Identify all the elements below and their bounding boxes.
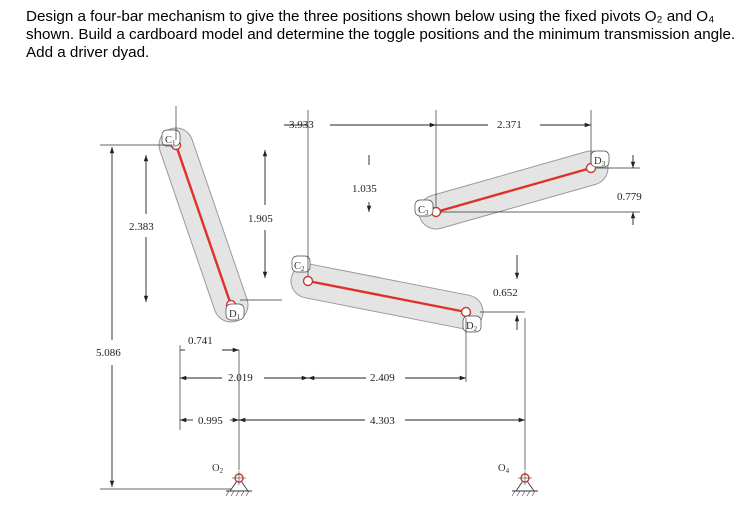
dim-4303: 4.303 bbox=[370, 415, 395, 427]
svg-text:C1: C1 bbox=[165, 135, 176, 147]
dim-0652: 0.652 bbox=[493, 287, 518, 299]
svg-text:C2: C2 bbox=[294, 261, 305, 273]
svg-text:O2: O2 bbox=[212, 463, 224, 475]
dim-2383: 2.383 bbox=[129, 221, 154, 233]
dim-1905: 1.905 bbox=[248, 213, 273, 225]
pin-d2 bbox=[462, 308, 471, 317]
coupler-line-1 bbox=[176, 145, 231, 305]
ground-pivot-o4 bbox=[498, 463, 538, 496]
tag-d1 bbox=[226, 304, 244, 321]
dim-1035: 1.035 bbox=[352, 183, 377, 195]
link-position-2 bbox=[308, 281, 466, 312]
pin-c2 bbox=[304, 277, 313, 286]
svg-text:C3: C3 bbox=[418, 205, 429, 217]
svg-text:O4: O4 bbox=[498, 463, 510, 475]
dim-2371: 2.371 bbox=[497, 119, 522, 131]
tag-c2 bbox=[292, 256, 310, 273]
link-position-3 bbox=[436, 168, 591, 212]
svg-text:D1: D1 bbox=[229, 309, 241, 321]
dim-2409: 2.409 bbox=[370, 372, 395, 384]
tag-d3 bbox=[591, 151, 609, 168]
dim-5086: 5.086 bbox=[96, 347, 121, 359]
link-position-1 bbox=[176, 145, 231, 305]
svg-text:D3: D3 bbox=[594, 156, 606, 168]
tag-c3 bbox=[415, 200, 433, 217]
svg-text:D2: D2 bbox=[466, 321, 478, 333]
problem-statement: Design a four-bar mechanism to give the three positions shown below using the fixed pivots O₂ and O₄ shown. Build a cardboard model and determine the toggle positions and the minimum transmission angle. Add a driver dyad. bbox=[26, 8, 736, 61]
dim-0995: 0.995 bbox=[198, 415, 223, 427]
dim-0741: 0.741 bbox=[188, 335, 213, 347]
tag-c1 bbox=[162, 130, 180, 147]
dim-2019: 2.019 bbox=[228, 372, 253, 384]
ground-pivot-o2 bbox=[212, 463, 252, 496]
dim-3933: 3.933 bbox=[289, 119, 314, 131]
dim-0779: 0.779 bbox=[617, 191, 642, 203]
